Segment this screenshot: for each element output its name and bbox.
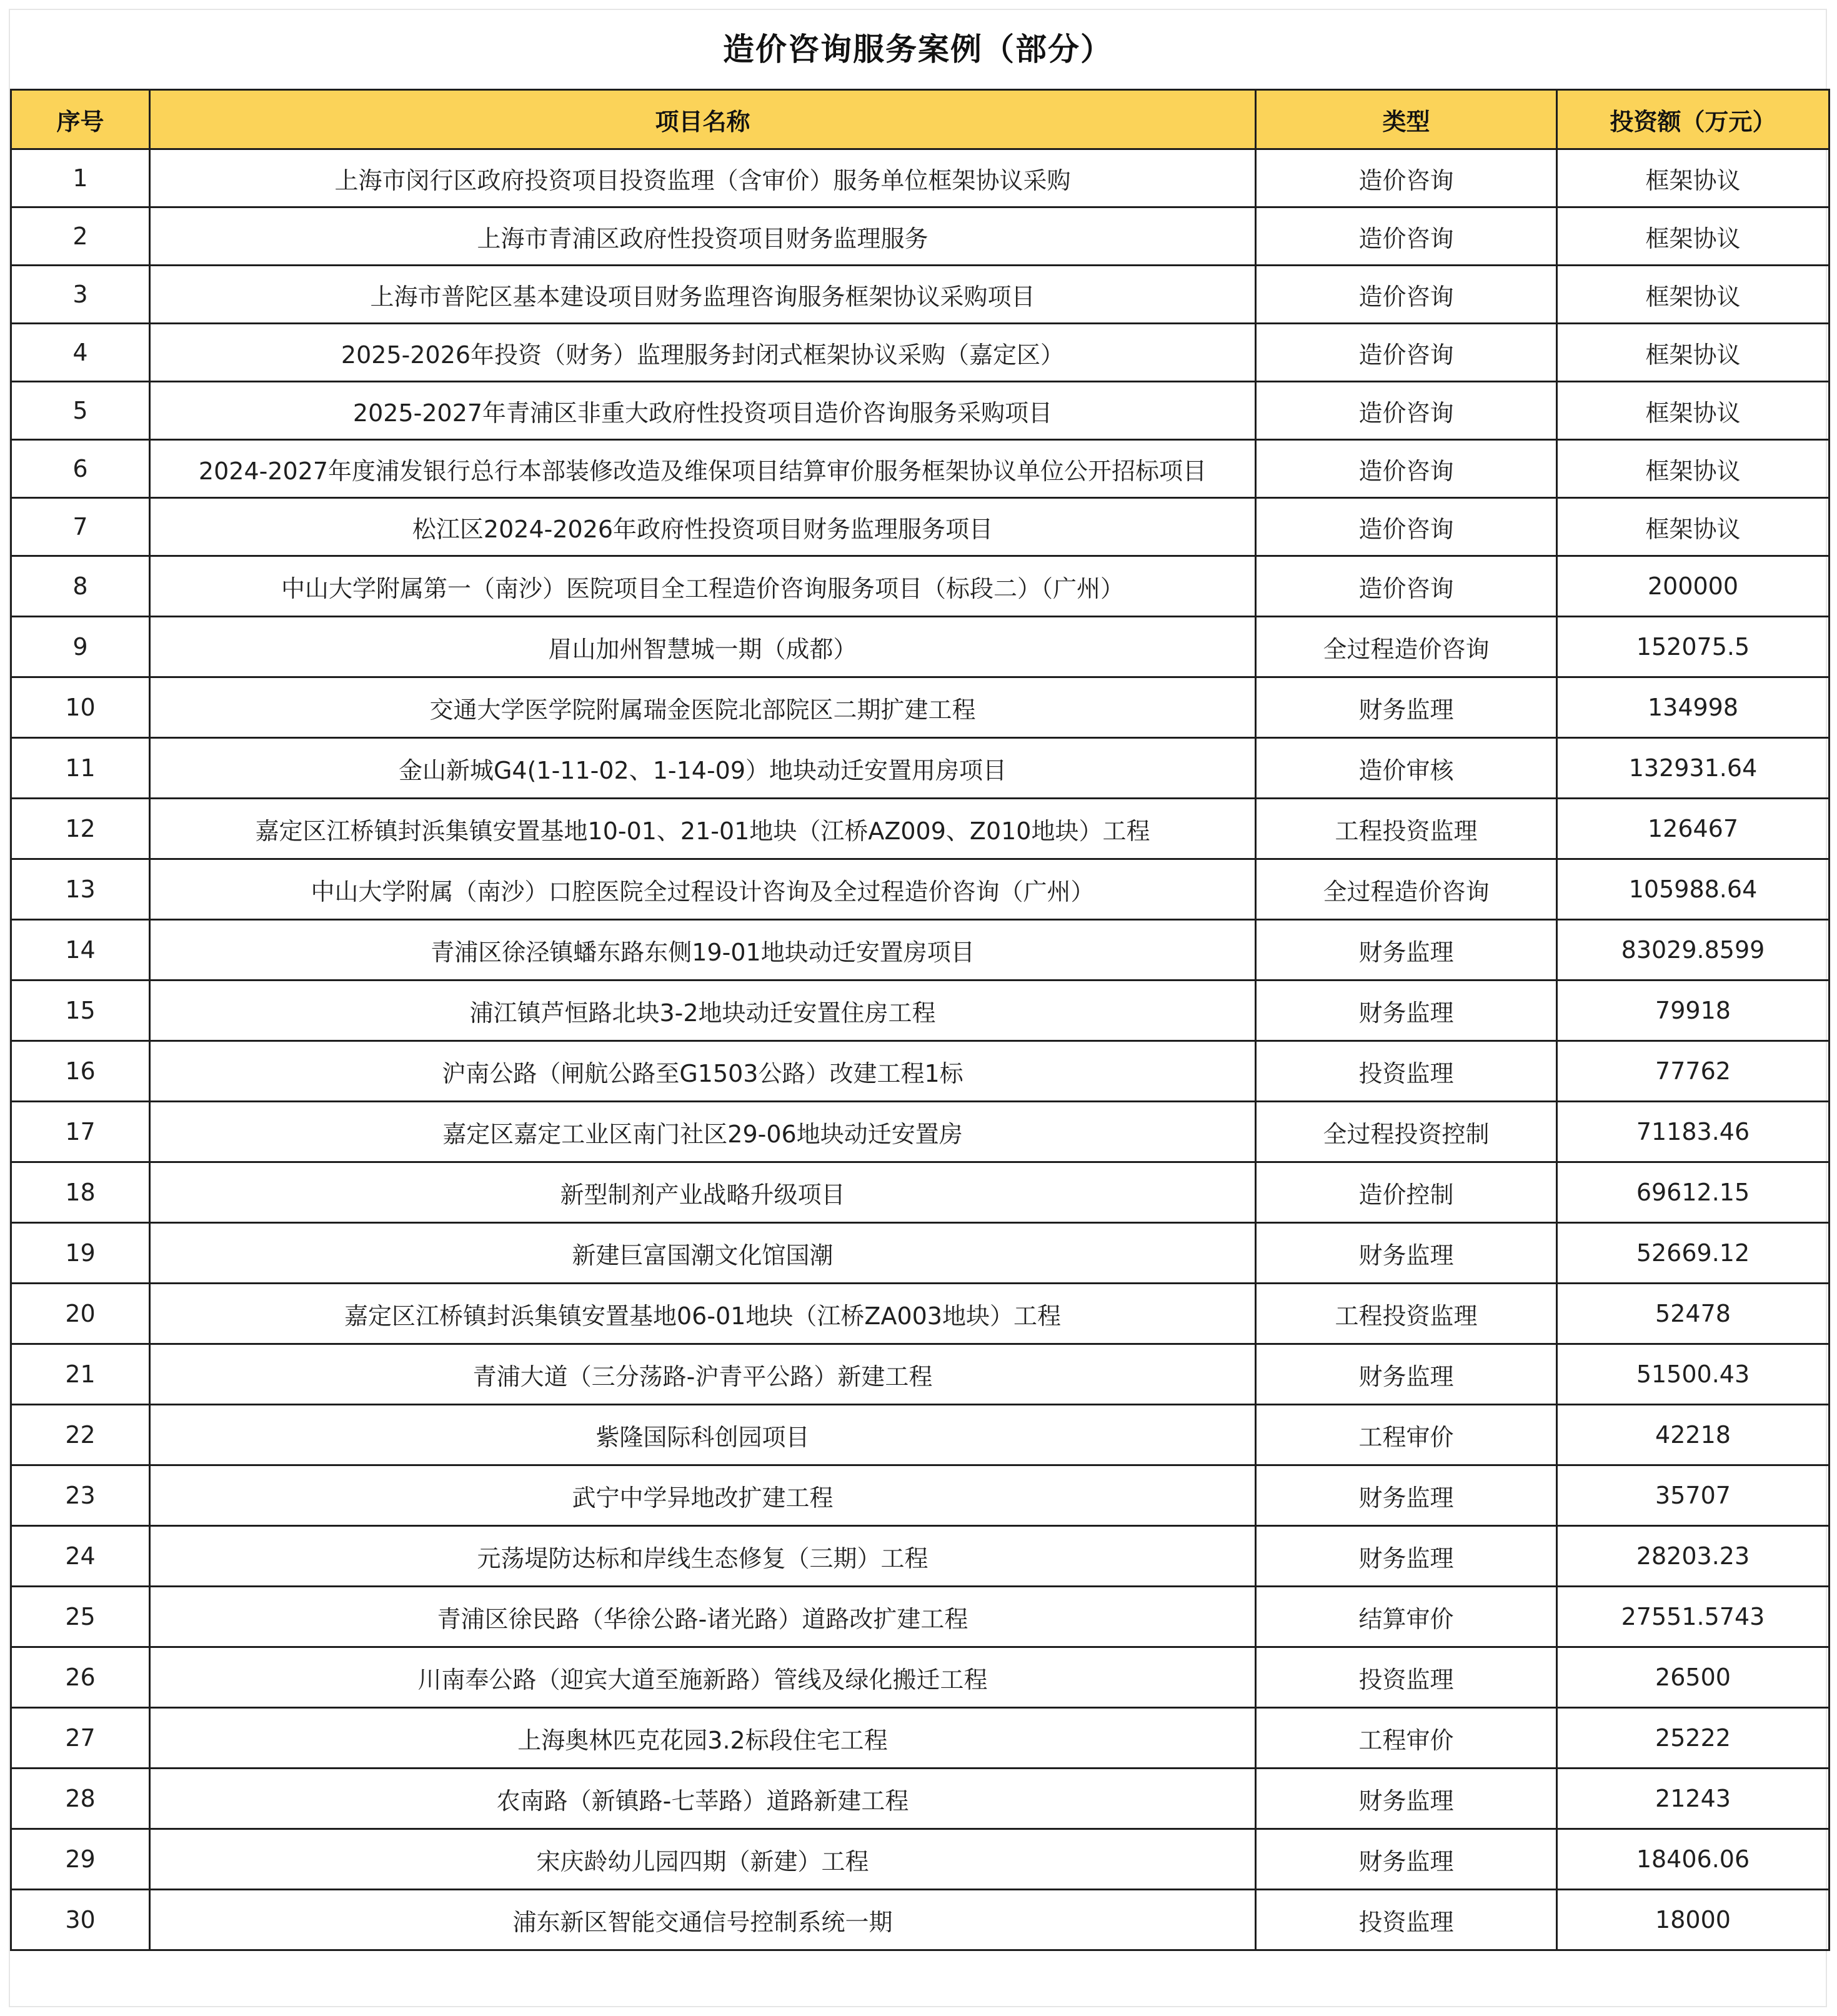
cell-type: 造价控制: [1256, 1162, 1557, 1223]
cell-no: 12: [11, 799, 150, 859]
cell-amount: 25222: [1557, 1708, 1830, 1769]
cell-type: 财务监理: [1256, 1344, 1557, 1405]
cell-amount: 152075.5: [1557, 617, 1830, 677]
cell-no: 13: [11, 859, 150, 920]
cell-type: 工程审价: [1256, 1708, 1557, 1769]
cell-type: 工程投资监理: [1256, 799, 1557, 859]
cell-project-name: 元荡堤防达标和岸线生态修复（三期）工程: [150, 1526, 1256, 1587]
cell-type: 投资监理: [1256, 1041, 1557, 1102]
cell-project-name: 交通大学医学院附属瑞金医院北部院区二期扩建工程: [150, 677, 1256, 738]
table-row: [11, 1041, 1830, 1102]
table-row: [11, 677, 1830, 738]
cell-project-name: 青浦大道（三分荡路-沪青平公路）新建工程: [150, 1344, 1256, 1405]
table-row: [11, 1405, 1830, 1465]
table-row: [11, 1162, 1830, 1223]
cell-amount: 框架协议: [1557, 207, 1830, 266]
cell-no: 3: [11, 266, 150, 324]
table-row: [11, 859, 1830, 920]
cell-amount: 79918: [1557, 981, 1830, 1041]
cell-project-name: 上海市闵行区政府投资项目投资监理（含审价）服务单位框架协议采购: [150, 149, 1256, 207]
cell-project-name: 上海奥林匹克花园3.2标段住宅工程: [150, 1708, 1256, 1769]
table-row: [11, 1465, 1830, 1526]
table-row: [11, 324, 1830, 382]
cell-amount: 132931.64: [1557, 738, 1830, 799]
cell-no: 21: [11, 1344, 150, 1405]
cell-amount: 71183.46: [1557, 1102, 1830, 1162]
cell-no: 15: [11, 981, 150, 1041]
cell-type: 财务监理: [1256, 920, 1557, 981]
cell-project-name: 嘉定区嘉定工业区南门社区29-06地块动迁安置房: [150, 1102, 1256, 1162]
cell-no: 8: [11, 556, 150, 617]
cell-type: 财务监理: [1256, 1465, 1557, 1526]
table-row: [11, 1769, 1830, 1829]
cell-no: 18: [11, 1162, 150, 1223]
header-amount: 投资额（万元）: [1557, 90, 1830, 149]
cell-no: 1: [11, 149, 150, 207]
cell-amount: 27551.5743: [1557, 1587, 1830, 1647]
cell-project-name: 2024-2027年度浦发银行总行本部装修改造及维保项目结算审价服务框架协议单位公开招标项目: [150, 440, 1256, 498]
header-no: 序号: [11, 90, 150, 149]
cell-amount: 框架协议: [1557, 382, 1830, 440]
cell-no: 11: [11, 738, 150, 799]
cell-type: 造价咨询: [1256, 149, 1557, 207]
cell-no: 17: [11, 1102, 150, 1162]
cell-type: 财务监理: [1256, 677, 1557, 738]
cell-project-name: 松江区2024-2026年政府性投资项目财务监理服务项目: [150, 498, 1256, 556]
cell-project-name: 中山大学附属第一（南沙）医院项目全工程造价咨询服务项目（标段二）（广州）: [150, 556, 1256, 617]
cell-no: 24: [11, 1526, 150, 1587]
cell-amount: 52669.12: [1557, 1223, 1830, 1284]
cell-type: 财务监理: [1256, 1223, 1557, 1284]
cell-type: 造价咨询: [1256, 498, 1557, 556]
cell-no: 28: [11, 1769, 150, 1829]
cell-type: 造价咨询: [1256, 382, 1557, 440]
cell-project-name: 上海市普陀区基本建设项目财务监理咨询服务框架协议采购项目: [150, 266, 1256, 324]
table-row: [11, 556, 1830, 617]
cell-amount: 200000: [1557, 556, 1830, 617]
cell-no: 10: [11, 677, 150, 738]
cell-project-name: 青浦区徐民路（华徐公路-诸光路）道路改扩建工程: [150, 1587, 1256, 1647]
table-row: [11, 738, 1830, 799]
cell-project-name: 嘉定区江桥镇封浜集镇安置基地06-01地块（江桥ZA003地块）工程: [150, 1284, 1256, 1344]
cell-amount: 51500.43: [1557, 1344, 1830, 1405]
cell-no: 5: [11, 382, 150, 440]
cell-no: 20: [11, 1284, 150, 1344]
cell-no: 9: [11, 617, 150, 677]
table-row: [11, 382, 1830, 440]
cell-project-name: 眉山加州智慧城一期（成都）: [150, 617, 1256, 677]
cell-type: 造价咨询: [1256, 556, 1557, 617]
cell-project-name: 浦东新区智能交通信号控制系统一期: [150, 1890, 1256, 1950]
cell-type: 造价咨询: [1256, 266, 1557, 324]
cell-no: 19: [11, 1223, 150, 1284]
cell-no: 23: [11, 1465, 150, 1526]
table-row: [11, 1526, 1830, 1587]
cell-type: 造价咨询: [1256, 207, 1557, 266]
table-row: [11, 617, 1830, 677]
table-row: [11, 1284, 1830, 1344]
table-row: [11, 1829, 1830, 1890]
table-row: [11, 1890, 1830, 1950]
cell-project-name: 紫隆国际科创园项目: [150, 1405, 1256, 1465]
cell-amount: 35707: [1557, 1465, 1830, 1526]
cell-type: 财务监理: [1256, 981, 1557, 1041]
cell-amount: 框架协议: [1557, 440, 1830, 498]
cell-type: 工程审价: [1256, 1405, 1557, 1465]
cell-type: 全过程造价咨询: [1256, 859, 1557, 920]
table-row: [11, 1344, 1830, 1405]
cell-amount: 105988.64: [1557, 859, 1830, 920]
cell-no: 4: [11, 324, 150, 382]
cell-no: 2: [11, 207, 150, 266]
cell-type: 造价咨询: [1256, 440, 1557, 498]
table-row: [11, 498, 1830, 556]
cell-type: 造价审核: [1256, 738, 1557, 799]
cell-no: 29: [11, 1829, 150, 1890]
cell-project-name: 沪南公路（闸航公路至G1503公路）改建工程1标: [150, 1041, 1256, 1102]
cell-amount: 框架协议: [1557, 149, 1830, 207]
cell-amount: 18000: [1557, 1890, 1830, 1950]
cell-amount: 134998: [1557, 677, 1830, 738]
cell-no: 16: [11, 1041, 150, 1102]
cell-no: 27: [11, 1708, 150, 1769]
cell-no: 22: [11, 1405, 150, 1465]
header-type: 类型: [1256, 90, 1557, 149]
cell-type: 投资监理: [1256, 1647, 1557, 1708]
cell-amount: 42218: [1557, 1405, 1830, 1465]
cell-type: 投资监理: [1256, 1890, 1557, 1950]
table-row: [11, 920, 1830, 981]
cell-type: 工程投资监理: [1256, 1284, 1557, 1344]
table-row: [11, 1647, 1830, 1708]
cell-type: 财务监理: [1256, 1829, 1557, 1890]
header-name: 项目名称: [150, 90, 1256, 149]
cell-no: 30: [11, 1890, 150, 1950]
cell-project-name: 2025-2027年青浦区非重大政府性投资项目造价咨询服务采购项目: [150, 382, 1256, 440]
cell-type: 造价咨询: [1256, 324, 1557, 382]
document-sheet: [9, 9, 1827, 2007]
cell-amount: 52478: [1557, 1284, 1830, 1344]
cell-type: 财务监理: [1256, 1769, 1557, 1829]
cell-amount: 26500: [1557, 1647, 1830, 1708]
cell-type: 财务监理: [1256, 1526, 1557, 1587]
cell-no: 14: [11, 920, 150, 981]
cell-project-name: 宋庆龄幼儿园四期（新建）工程: [150, 1829, 1256, 1890]
cell-amount: 21243: [1557, 1769, 1830, 1829]
table-row: [11, 1223, 1830, 1284]
cell-project-name: 青浦区徐泾镇蟠东路东侧19-01地块动迁安置房项目: [150, 920, 1256, 981]
cell-project-name: 金山新城G4(1-11-02、1-14-09）地块动迁安置用房项目: [150, 738, 1256, 799]
table-row: [11, 981, 1830, 1041]
cell-amount: 框架协议: [1557, 324, 1830, 382]
table-row: [11, 266, 1830, 324]
cases-table: [10, 89, 1830, 1951]
cell-project-name: 武宁中学异地改扩建工程: [150, 1465, 1256, 1526]
cell-no: 25: [11, 1587, 150, 1647]
cell-project-name: 中山大学附属（南沙）口腔医院全过程设计咨询及全过程造价咨询（广州）: [150, 859, 1256, 920]
cell-project-name: 2025-2026年投资（财务）监理服务封闭式框架协议采购（嘉定区）: [150, 324, 1256, 382]
cell-no: 26: [11, 1647, 150, 1708]
cell-amount: 77762: [1557, 1041, 1830, 1102]
table-row: [11, 1102, 1830, 1162]
cell-amount: 69612.15: [1557, 1162, 1830, 1223]
table-header-row: [11, 90, 1830, 149]
cell-type: 结算审价: [1256, 1587, 1557, 1647]
table-row: [11, 1587, 1830, 1647]
cell-amount: 126467: [1557, 799, 1830, 859]
cell-project-name: 农南路（新镇路-七莘路）道路新建工程: [150, 1769, 1256, 1829]
page-title: 造价咨询服务案例（部分）: [723, 31, 1113, 67]
cell-project-name: 嘉定区江桥镇封浜集镇安置基地10-01、21-01地块（江桥AZ009、Z010地块）工程: [150, 799, 1256, 859]
table-row: [11, 1708, 1830, 1769]
cell-no: 7: [11, 498, 150, 556]
table-body: [11, 149, 1830, 1950]
cell-project-name: 新建巨富国潮文化馆国潮: [150, 1223, 1256, 1284]
table-row: [11, 149, 1830, 207]
cell-amount: 18406.06: [1557, 1829, 1830, 1890]
cell-project-name: 上海市青浦区政府性投资项目财务监理服务: [150, 207, 1256, 266]
cell-project-name: 川南奉公路（迎宾大道至施新路）管线及绿化搬迁工程: [150, 1647, 1256, 1708]
cell-no: 6: [11, 440, 150, 498]
cell-project-name: 新型制剂产业战略升级项目: [150, 1162, 1256, 1223]
cell-type: 全过程造价咨询: [1256, 617, 1557, 677]
cell-amount: 框架协议: [1557, 266, 1830, 324]
cell-amount: 框架协议: [1557, 498, 1830, 556]
table-row: [11, 799, 1830, 859]
cell-amount: 83029.8599: [1557, 920, 1830, 981]
cell-amount: 28203.23: [1557, 1526, 1830, 1587]
table-row: [11, 440, 1830, 498]
cell-project-name: 浦江镇芦恒路北块3-2地块动迁安置住房工程: [150, 981, 1256, 1041]
table-row: [11, 207, 1830, 266]
cell-type: 全过程投资控制: [1256, 1102, 1557, 1162]
